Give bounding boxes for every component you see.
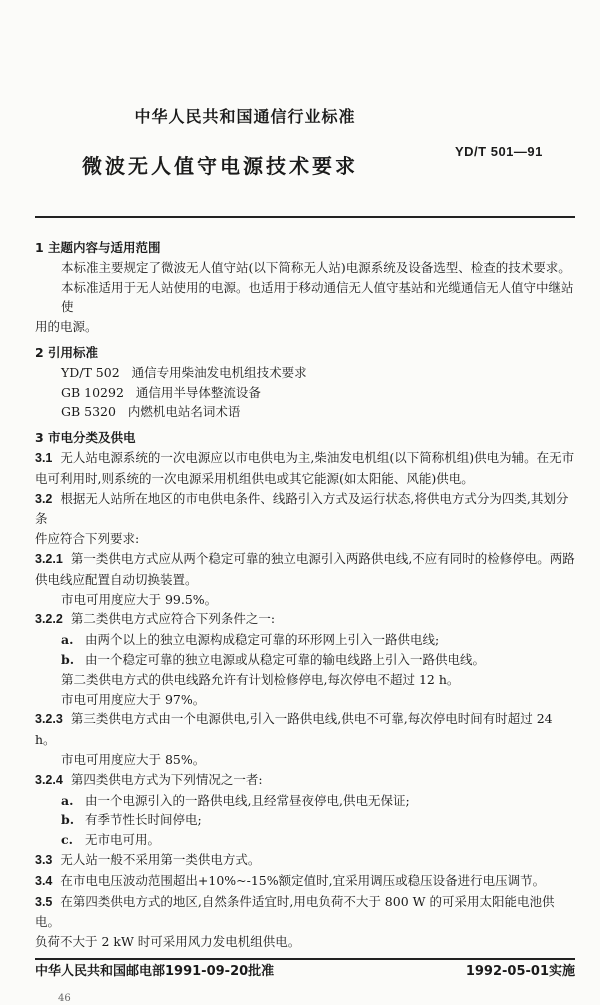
list-label: b.: [61, 812, 75, 828]
clause-text: 市电可用度应大于 99.5%。: [61, 591, 218, 607]
clause-text: 无人站一般不采用第一类供电方式。: [60, 851, 261, 867]
reference-title: 通信专用柴油发电机组技术要求: [131, 364, 307, 380]
clause-number: 3.5: [35, 894, 53, 909]
reference-code: GB 5320: [61, 404, 116, 420]
paragraph-line: [35, 871, 575, 892]
document-title: 微波无人值守电源技术要求: [82, 154, 358, 178]
footer: [35, 963, 575, 981]
section-3: [35, 428, 575, 952]
document-body: [35, 238, 575, 1005]
section-heading: 3 市电分类及供电: [35, 430, 136, 446]
list-label: b.: [61, 651, 75, 667]
paragraph-line: 本标准主要规定了微波无人值守站(以下简称无人站)电源系统及设备选型、检查的技术要求。: [61, 259, 571, 275]
clause-text: 第一类供电方式应从两个稳定可靠的独立电源引入两路供电线,不应有同时的检修停电。两路: [70, 550, 575, 566]
section-2: [35, 343, 575, 422]
paragraph-line: 用的电源。: [35, 319, 98, 335]
clause-text: 在第四类供电方式的地区,自然条件适宜时,用电负荷不大于 800 W 的可采用太阳能电池供电。: [35, 893, 555, 930]
clause-number: 3.4: [35, 873, 53, 888]
clause-text: 由一个稳定可靠的独立电源或从稳定可靠的输电线路上引入一路供电线。: [85, 651, 486, 667]
reference-item: [35, 402, 575, 422]
header-divider: [35, 216, 575, 218]
clause-text: 第二类供电方式应符合下列条件之一:: [70, 611, 276, 627]
clause-text: 由两个以上的独立电源构成稳定可靠的环形网上引入一路供电线;: [85, 632, 440, 648]
paragraph-line: [35, 810, 575, 830]
section-1: [35, 238, 575, 337]
clause-text: 无人站电源系统的一次电源应以市电供电为主,柴油发电机组(以下简称机组)供电为辅。在无市: [60, 449, 575, 465]
clause-text: 根据无人站所在地区的市电供电条件、线路引入方式及运行状态,将供电方式分为四类,其划分条: [35, 490, 569, 527]
clause-number: 3.3: [35, 852, 53, 867]
clause-text: 无市电可用。: [85, 832, 161, 848]
approval-date: 中华人民共和国邮电部1991-09-20批准: [35, 963, 275, 979]
clause-number: 3.1: [35, 450, 53, 465]
paragraph-line: [35, 590, 575, 610]
page-number: 46: [58, 992, 71, 1004]
section-heading: 1 主题内容与适用范围: [35, 240, 161, 255]
clause-text: 第四类供电方式为下列情况之一者:: [70, 771, 263, 787]
paragraph-line: [35, 750, 575, 770]
clause-text: 在市电电压波动范围超出+10%~-15%额定值时,宜采用调压或稳压设备进行电压调节。: [60, 872, 546, 888]
list-label: c.: [61, 832, 73, 848]
reference-item: [35, 363, 575, 383]
clause-text: 市电可用度应大于 97%。: [61, 691, 206, 707]
section-heading: 2 引用标准: [35, 344, 99, 360]
paragraph-line: [35, 670, 575, 690]
clause-text: 由一个电源引入的一路供电线,且经常昼夜停电,供电无保证;: [85, 792, 410, 808]
paragraph-line: [35, 448, 575, 469]
list-label: a.: [61, 632, 74, 648]
paragraph-line: [35, 932, 575, 952]
paragraph-line: [35, 850, 575, 871]
clause-number: 3.2.1: [35, 551, 63, 566]
list-label: a.: [61, 792, 74, 808]
clause-text: 有季节性长时间停电;: [85, 812, 202, 828]
clause-number: 3.2.4: [35, 772, 63, 787]
paragraph-line: [35, 609, 575, 630]
paragraph-line: [35, 830, 575, 850]
effective-date: 1992-05-01实施: [465, 963, 575, 979]
paragraph-line: [35, 529, 575, 549]
clause-text: 负荷不大于 2 kW 时可采用风力发电机组供电。: [35, 934, 301, 950]
paragraph-line: [35, 650, 575, 670]
reference-title: 通信用半导体整流设备: [135, 384, 261, 400]
reference-code: GB 10292: [61, 384, 124, 400]
paragraph-line: [35, 549, 575, 570]
clause-text: 第三类供电方式由一个电源供电,引入一路供电线,供电不可靠,每次停电时间有时超过 24 h。: [35, 711, 553, 748]
org-title: 中华人民共和国通信行业标准: [134, 107, 356, 126]
clause-text: 电可利用时,则系统的一次电源采用机组供电或其它能源(如太阳能、风能)供电。: [35, 470, 474, 486]
reference-code: YD/T 502: [61, 364, 120, 380]
paragraph-line: [35, 469, 575, 489]
clause-text: 件应符合下列要求:: [35, 531, 140, 547]
reference-item: [35, 383, 575, 403]
paragraph-line: [35, 630, 575, 650]
clause-number: 3.2.3: [35, 712, 63, 727]
paragraph-line: 本标准适用于无人站使用的电源。也适用于移动通信无人值守基站和光缆通信无人值守中继站使: [61, 279, 574, 315]
paragraph-line: [35, 791, 575, 811]
reference-title: 内燃机电站名词术语: [127, 404, 241, 420]
paragraph-line: [35, 570, 575, 590]
footer-divider: [35, 958, 575, 960]
paragraph-line: [35, 770, 575, 791]
paragraph-line: [35, 709, 575, 750]
clause-number: 3.2: [35, 491, 53, 506]
clause-text: 市电可用度应大于 85%。: [61, 751, 206, 767]
clause-text: 供电线应配置自动切换装置。: [35, 571, 198, 587]
paragraph-line: [35, 690, 575, 710]
standard-code: YD/T 501—91: [455, 144, 543, 159]
clause-text: 第二类供电方式的供电线路允许有计划检修停电,每次停电不超过 12 h。: [61, 671, 460, 687]
clause-number: 3.2.2: [35, 612, 63, 627]
paragraph-line: [35, 489, 575, 530]
paragraph-line: [35, 892, 575, 933]
